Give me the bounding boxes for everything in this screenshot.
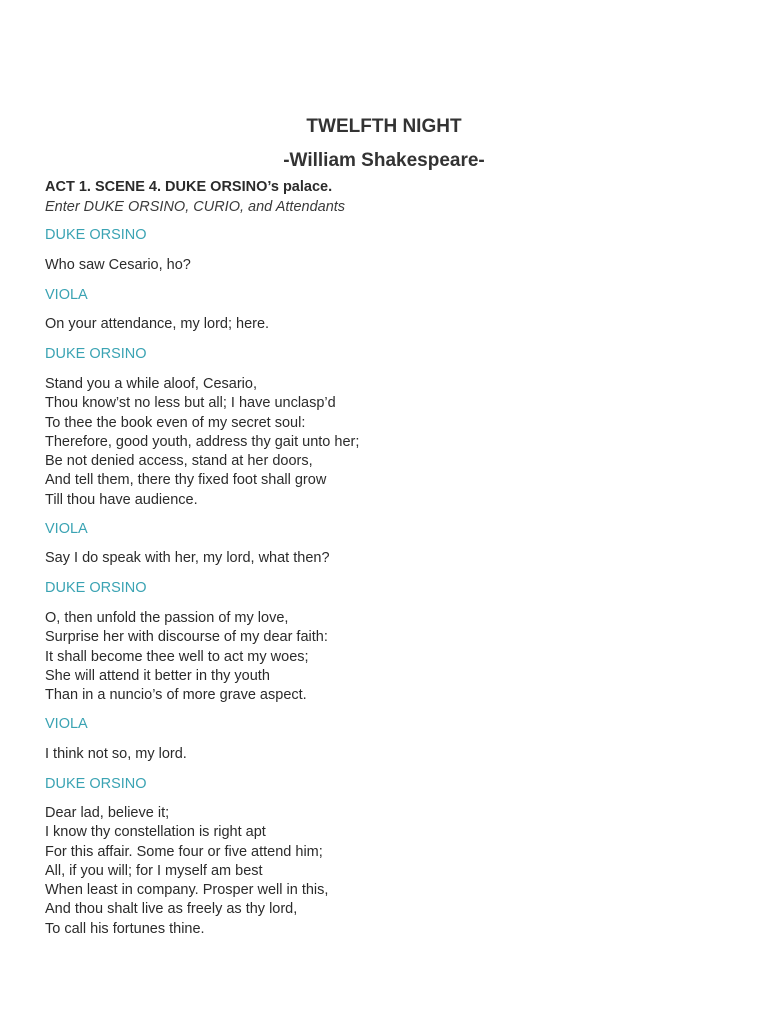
stage-direction: Enter DUKE ORSINO, CURIO, and Attendants xyxy=(45,199,346,215)
speech-line: Therefore, good youth, address thy gait unto her; xyxy=(45,433,360,450)
speech-line: To thee the book even of my secret soul: xyxy=(45,414,306,431)
speech-line: O, then unfold the passion of my love, xyxy=(45,610,289,626)
speech-line: When least in company. Prosper well in this, xyxy=(45,882,329,899)
speech-line: To call his fortunes thine. xyxy=(45,920,205,937)
speech-line: For this affair. Some four or five attend him; xyxy=(45,843,323,860)
speaker-name: DUKE ORSINO xyxy=(45,227,147,243)
speech-line: Surprise her with discourse of my dear faith: xyxy=(45,629,328,646)
speaker-name: DUKE ORSINO xyxy=(45,346,147,362)
speech-text xyxy=(45,549,725,568)
speaker-name: VIOLA xyxy=(45,716,88,732)
speech-line: Say I do speak with her, my lord, what then? xyxy=(45,550,330,566)
speech-line: Thou know’st no less but all; I have unclasp’d xyxy=(45,395,336,412)
speech-text xyxy=(45,256,725,275)
speech-line: Than in a nuncio’s of more grave aspect. xyxy=(45,687,307,704)
speech-text xyxy=(45,745,725,764)
play-author: -William Shakespeare- xyxy=(283,150,485,171)
speech-line: Be not denied access, stand at her doors, xyxy=(45,453,313,470)
speech-line: Stand you a while aloof, Cesario, xyxy=(45,376,257,392)
speech-line: I think not so, my lord. xyxy=(45,746,187,762)
speech-line: All, if you will; for I myself am best xyxy=(45,862,263,879)
speech-text xyxy=(45,315,725,334)
speech-line: And thou shalt live as freely as thy lord, xyxy=(45,901,298,918)
speech-text xyxy=(45,375,725,510)
speech-text xyxy=(45,609,725,705)
speech-line: It shall become thee well to act my woes; xyxy=(45,648,309,665)
speech-line: Dear lad, believe it; xyxy=(45,805,170,821)
speech-line: Till thou have audience. xyxy=(45,491,198,508)
play-title: TWELFTH NIGHT xyxy=(306,116,462,137)
speech-line: She will attend it better in thy youth xyxy=(45,667,270,684)
speech-line: I know thy constellation is right apt xyxy=(45,824,266,841)
speaker-name: DUKE ORSINO xyxy=(45,776,147,792)
speech-line: And tell them, there thy fixed foot shall grow xyxy=(45,472,327,489)
speech-text xyxy=(45,804,725,939)
speech-line: Who saw Cesario, ho? xyxy=(45,257,191,273)
speaker-name: VIOLA xyxy=(45,521,88,537)
speech-line: On your attendance, my lord; here. xyxy=(45,316,270,332)
scene-heading: ACT 1. SCENE 4. DUKE ORSINO’s palace. xyxy=(45,179,333,195)
speaker-name: DUKE ORSINO xyxy=(45,580,147,596)
speaker-name: VIOLA xyxy=(45,287,88,303)
